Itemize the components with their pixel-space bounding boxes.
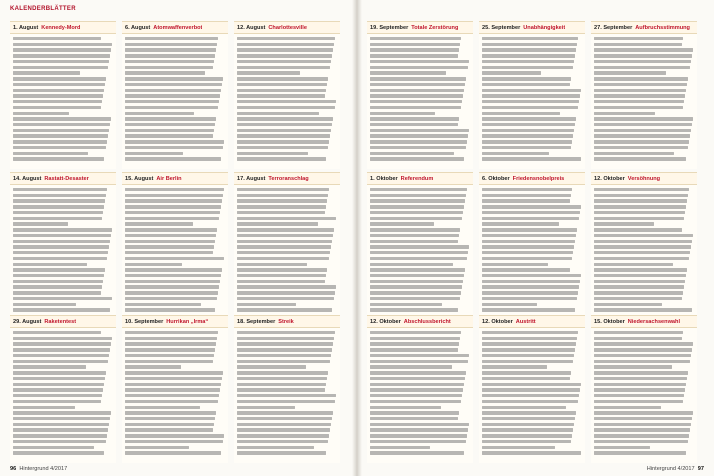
calendar-card [591, 315, 697, 463]
card-date: 15. Oktober [594, 318, 625, 325]
footer-left [10, 466, 67, 472]
calendar-card [234, 172, 340, 320]
calendar-card [367, 21, 473, 169]
card-date: 6. Oktober [482, 175, 510, 182]
card-body-text [367, 185, 473, 317]
calendar-card [367, 315, 473, 463]
card-body-text [122, 328, 228, 460]
calendar-card [122, 172, 228, 320]
card-body-text [234, 328, 340, 460]
card-date: 29. August [13, 318, 42, 325]
magazine-issue: Hintergrund 4/2017 [646, 466, 695, 472]
card-body-text [10, 328, 116, 460]
card-topic: Raketentest [44, 318, 77, 325]
card-date: 25. September [482, 24, 521, 31]
calendar-card [10, 315, 116, 463]
card-body-text [591, 328, 697, 460]
card-topic: Atomwaffenverbot [153, 24, 203, 31]
card-body-text [122, 185, 228, 317]
page-gutter [352, 0, 362, 476]
card-topic: Aufbruchsstimmung [635, 24, 690, 31]
card-topic: Streik [278, 318, 294, 325]
card-topic: Totale Zerstörung [411, 24, 459, 31]
card-body-text [10, 185, 116, 317]
calendar-card [591, 21, 697, 169]
calendar-card [479, 21, 585, 169]
footer-right [647, 466, 704, 472]
card-date: 17. August [237, 175, 266, 182]
calendar-card [234, 315, 340, 463]
calendar-card [234, 21, 340, 169]
card-topic: Versöhnung [627, 175, 661, 182]
card-date: 10. September [125, 318, 164, 325]
card-topic: Terroranschlag [268, 175, 309, 182]
card-body-text [591, 34, 697, 166]
card-body-text [479, 185, 585, 317]
card-topic: Niedersachsenwahl [627, 318, 681, 325]
card-body-text [479, 328, 585, 460]
card-topic: Rastatt-Desaster [44, 175, 89, 182]
page-number: 96 [10, 466, 17, 472]
card-date: 18. September [237, 318, 276, 325]
calendar-card [10, 21, 116, 169]
card-date: 12. August [237, 24, 266, 31]
calendar-card [122, 21, 228, 169]
calendar-card [479, 315, 585, 463]
card-body-text [234, 34, 340, 166]
card-date: 14. August [13, 175, 42, 182]
card-body-text [10, 34, 116, 166]
card-body-text [367, 328, 473, 460]
card-topic: Austritt [515, 318, 536, 325]
card-date: 27. September [594, 24, 633, 31]
magazine-issue: Hintergrund 4/2017 [19, 466, 68, 472]
calendar-card [591, 172, 697, 320]
card-topic: Air Berlin [156, 175, 182, 182]
card-topic: Referendum [400, 175, 434, 182]
card-date: 19. September [370, 24, 409, 31]
calendar-card [479, 172, 585, 320]
card-body-text [122, 34, 228, 166]
card-body-text [479, 34, 585, 166]
card-date: 1. Oktober [370, 175, 398, 182]
calendar-card [122, 315, 228, 463]
card-date: 12. Oktober [370, 318, 401, 325]
card-topic: Hurrikan „Irma“ [166, 318, 209, 325]
card-body-text [367, 34, 473, 166]
card-body-text [234, 185, 340, 317]
card-topic: Friedensnobelpreis [512, 175, 565, 182]
card-date: 6. August [125, 24, 151, 31]
card-topic: Unabhängigkeit [523, 24, 566, 31]
page-number: 97 [697, 466, 704, 472]
section-label: KALENDERBLÄTTER [10, 6, 76, 12]
card-topic: Charlottesville [268, 24, 307, 31]
calendar-card [367, 172, 473, 320]
card-topic: Abschlussbericht [403, 318, 451, 325]
card-date: 12. Oktober [594, 175, 625, 182]
card-date: 1. August [13, 24, 39, 31]
calendar-card [10, 172, 116, 320]
card-topic: Kennedy-Mord [41, 24, 81, 31]
card-date: 12. Oktober [482, 318, 513, 325]
card-date: 15. August [125, 175, 154, 182]
card-body-text [591, 185, 697, 317]
